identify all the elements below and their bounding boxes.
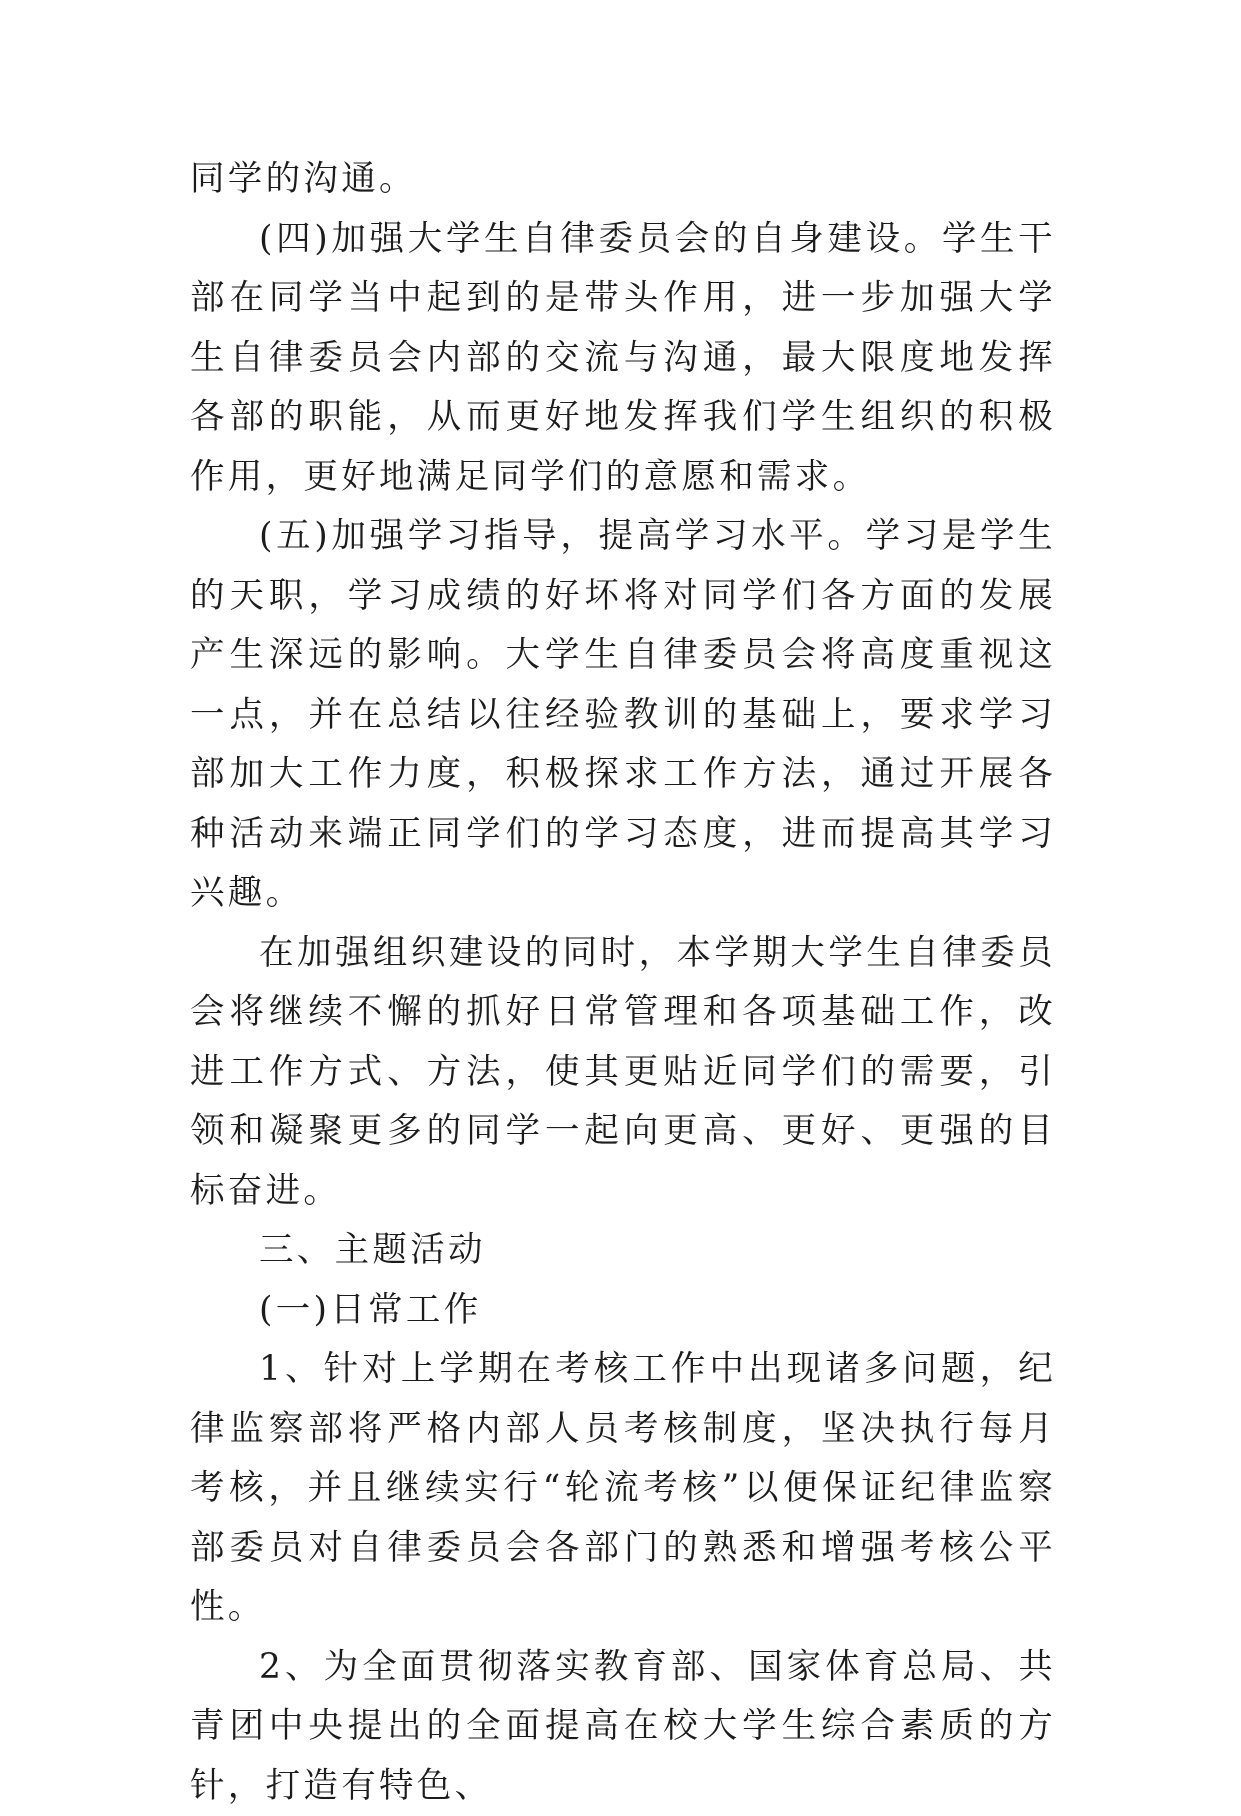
paragraph-continuation: 同学的沟通。 — [190, 150, 1056, 210]
heading-daily-work: (一)日常工作 — [190, 1281, 1056, 1341]
paragraph-item-2: 2、为全面贯彻落实教育部、国家体育总局、共青团中央提出的全面提高在校大学生综合素质的方针，打造有特色、 — [190, 1638, 1056, 1816]
body-text — [190, 150, 1056, 1816]
heading-theme-activities: 三、主题活动 — [190, 1221, 1056, 1281]
paragraph-item-1: 1、针对上学期在考核工作中出现诸多问题，纪律监察部将严格内部人员考核制度，坚决执行每月考核，并且继续实行“轮流考核”以便保证纪律监察部委员对自律委员会各部门的熟悉和增强考核公平性。 — [190, 1340, 1056, 1638]
paragraph-organization: 在加强组织建设的同时，本学期大学生自律委员会将继续不懈的抓好日常管理和各项基础工作，改进工作方式、方法，使其更贴近同学们的需要，引领和凝聚更多的同学一起向更高、更好、更强的目标奋进。 — [190, 924, 1056, 1222]
paragraph-section-4: (四)加强大学生自律委员会的自身建设。学生干部在同学当中起到的是带头作用，进一步加强大学生自律委员会内部的交流与沟通，最大限度地发挥各部的职能，从而更好地发挥我们学生组织的积极作用，更好地满足同学们的意愿和需求。 — [190, 210, 1056, 508]
paragraph-section-5: (五)加强学习指导，提高学习水平。学习是学生的天职，学习成绩的好坏将对同学们各方面的发展产生深远的影响。大学生自律委员会将高度重视这一点，并在总结以往经验教训的基础上，要求学习部加大工作力度，积极探求工作方法，通过开展各种活动来端正同学们的学习态度，进而提高其学习兴趣。 — [190, 507, 1056, 924]
